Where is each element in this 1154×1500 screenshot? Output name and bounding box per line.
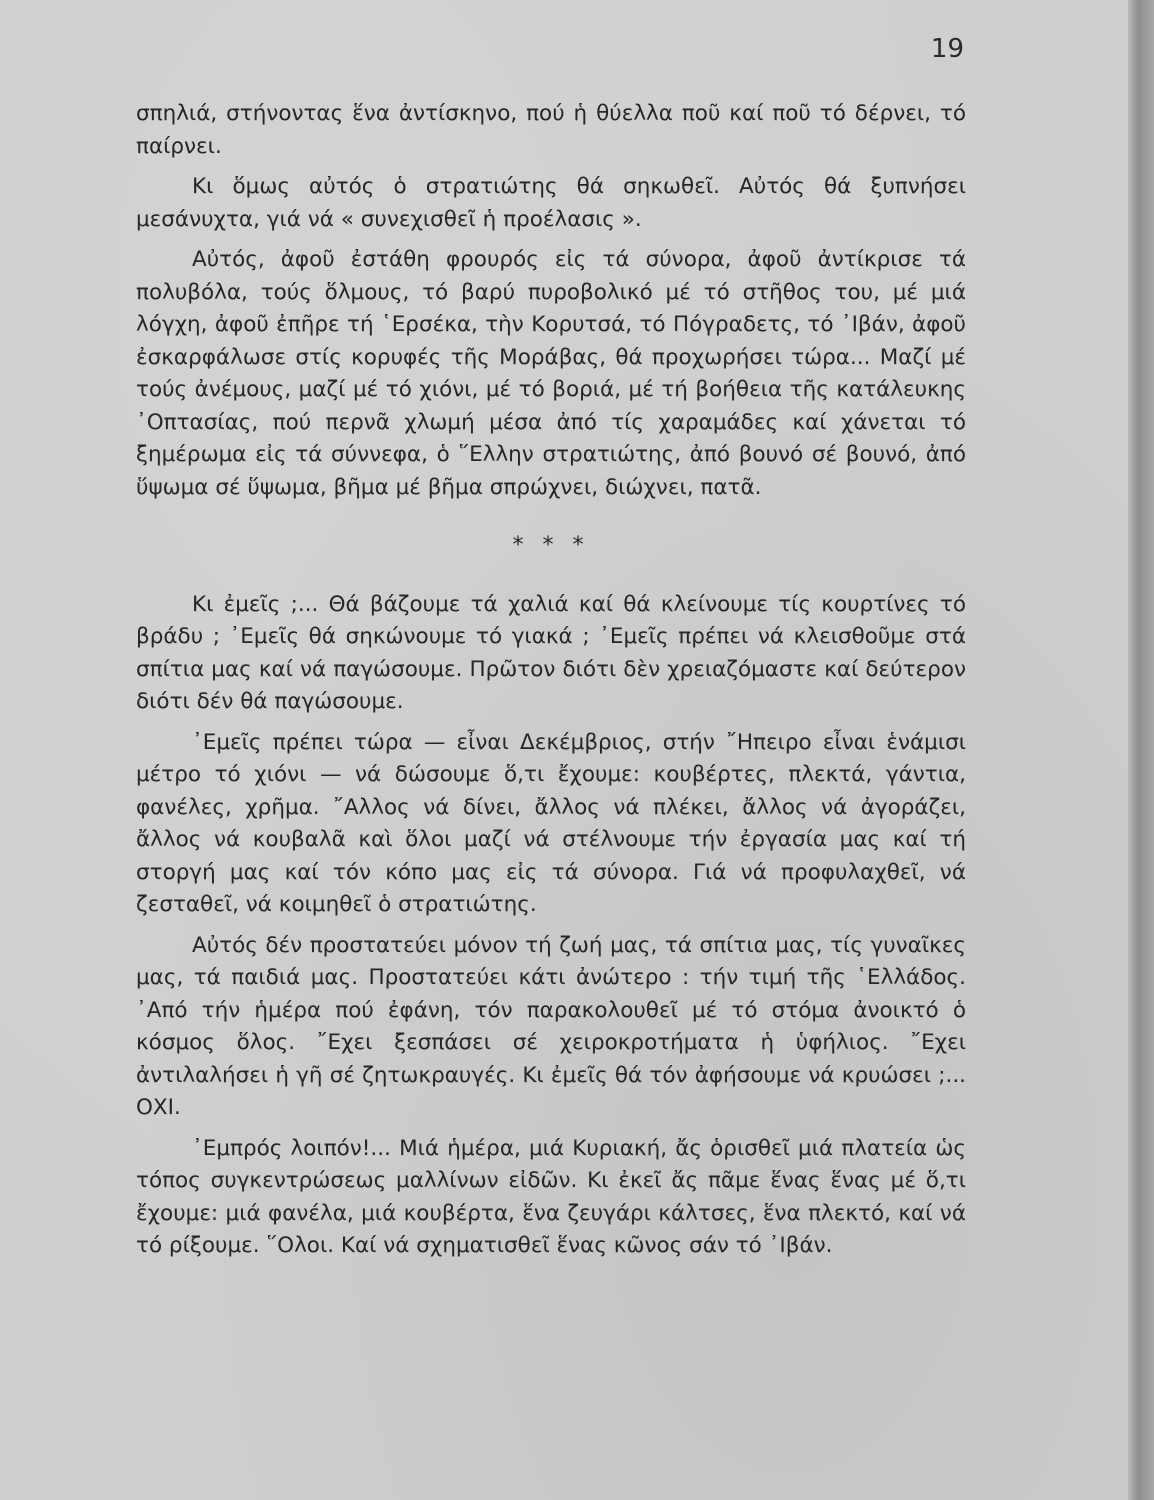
paragraph-3: Αὐτός, ἀφοῦ ἐστάθη φρουρός εἰς τά σύνορα, ἀφοῦ ἀντίκρισε τά πολυβόλα, τούς ὅλμους, τό βαρύ πυροβολικό μέ τό στῆθος του, μέ μιά λόγχη, ἀφοῦ ἐπῆρε τή ῾Ερσέκα, τὴν Κορυτσά, τό Πόγραδετς, τό ᾿Ιβάν, ἀφοῦ ἐσκαρφάλωσε στίς κορυφές τῆς Μοράβας, θά προχωρήσει τώρα... Μαζί μέ τούς ἀνέμους, μαζί μέ τό χιόνι, μέ τό βοριά, μέ τή βοήθεια τῆς κατάλευκης ᾿Οπτασίας, πού περνᾶ χλωμή μέσα ἀπό τίς χαραμάδες καί χάνεται τό ξημέρωμα εἰς τά σύννεφα, ὁ ῞Ελλην στρατιώτης, ἀπό βουνό σέ βουνό, ἀπό ὕψωμα σέ ὕψωμα, βῆμα μέ βῆμα σπρώχνει, διώχνει, πατᾶ. xyxy=(136,247,966,500)
paragraph-4: Κι ἐμεῖς ;... Θά βάζουμε τά χαλιά καί θά κλείνουμε τίς κουρτίνες τό βράδυ ; ᾿Εμεῖς θά σηκώνουμε τό γιακά ; ᾿Εμεῖς πρέπει νά κλεισθοῦμε στά σπίτια μας καί νά παγώσουμε. Πρῶτον διότι δὲν χρειαζόμαστε καί δεύτερον διότι δέν θά παγώσουμε. xyxy=(136,591,966,714)
paragraph-2: Κι ὅμως αὐτός ὁ στρατιώτης θά σηκωθεῖ. Αὐτός θά ξυπνήσει μεσάνυχτα, γιά νά « συνεχισθεῖ ἡ προέλασις ». xyxy=(136,174,966,232)
page-edge-shadow xyxy=(1128,0,1154,1500)
section-separator: * * * xyxy=(512,533,590,558)
paragraph-5: ᾿Εμεῖς πρέπει τώρα — εἶναι Δεκέμβριος, στήν ῎Ηπειρο εἶναι ἑνάμισι μέτρο τό χιόνι — νά δώσουμε ὅ,τι ἔχουμε: κουβέρτες, πλεκτά, γάντια, φανέλες, χρῆμα. ῎Αλλος νά δίνει, ἄλλος νά πλέκει, ἄλλος νά ἀγοράζει, ἄλλος νά κουβαλᾶ καὶ ὅλοι μαζί νά στέλνουμε τήν ἐργασία μας καί τή στοργή μας καί τόν κόπο μας εἰς τά σύνορα. Γιά νά προφυλαχθεῖ, νά ζεσταθεῖ, νά κοιμηθεῖ ὁ στρατιώτης. xyxy=(136,729,966,917)
page-number: 19 xyxy=(930,34,964,64)
paragraph-6: Αὐτός δέν προστατεύει μόνον τή ζωή μας, τά σπίτια μας, τίς γυναῖκες μας, τά παιδιά μας. Προστατεύει κάτι ἀνώτερο : τήν τιμή τῆς ῾Ελλάδος. ᾿Από τήν ἡμέρα πού ἐφάνη, τόν παρακολουθεῖ μέ τό στόμα ἀνοικτό ὁ κόσμος ὅλος. ῎Εχει ξεσπάσει σέ χειροκροτήματα ἡ ὑφήλιος. ῎Εχει ἀντιλαλήσει ἡ γῆ σέ ζητωκραυγές. Κι ἐμεῖς θά τόν ἀφήσουμε νά κρυώσει ;... ΟΧΙ. xyxy=(136,932,966,1120)
paragraph-7: ᾿Εμπρός λοιπόν!... Μιά ἡμέρα, μιά Κυριακή, ἄς ὁρισθεῖ μιά πλατεία ὡς τόπος συγκεντρώσεως μαλλίνων εἰδῶν. Κι ἐκεῖ ἄς πᾶμε ἕνας ἕνας μέ ὅ,τι ἔχουμε: μιά φανέλα, μιά κουβέρτα, ἕνα ζευγάρι κάλτσες, ἕνα πλεκτό, καί νά τό ρίξουμε. ῞Ολοι. Καί νά σχηματισθεῖ ἕνας κῶνος σάν τό ᾿Ιβάν. xyxy=(136,1135,966,1258)
body-text xyxy=(136,98,966,1271)
paragraph-1: σπηλιά, στήνοντας ἕνα ἀντίσκηνο, πού ἡ θύελλα ποῦ καί ποῦ τό δέρνει, τό παίρνει. xyxy=(136,101,966,159)
